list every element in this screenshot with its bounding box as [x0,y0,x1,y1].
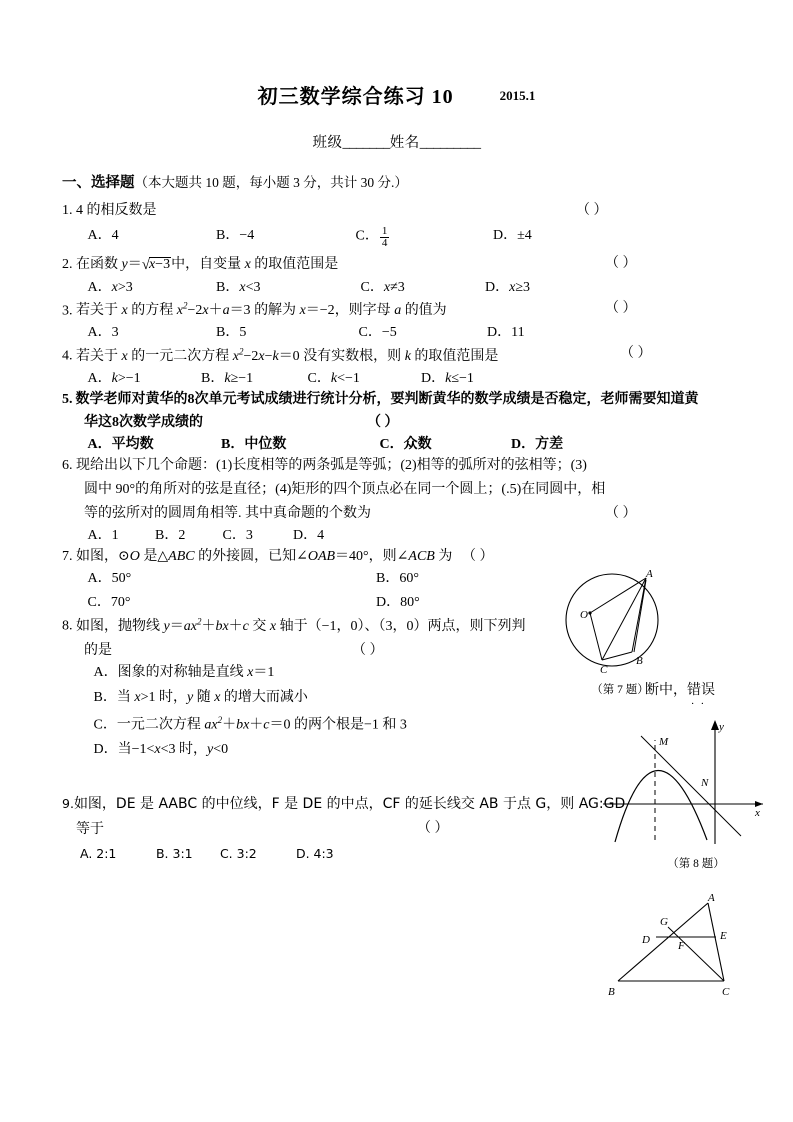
question-8-answer-bracket: （ ） [352,642,384,658]
question-2-options [62,281,730,295]
figure-question-8 [603,712,783,871]
question-3-options [62,326,730,340]
question-4-answer-bracket: （ ） [620,346,652,362]
question-8-option-c: C．一元二次方程 $ax^2+bx+c=0$ 的两个根是−1 和 3 [93,714,407,733]
question-1-option-d: D．±4 [493,228,532,244]
question-9-number: 9. [62,796,74,812]
question-3-option-b: B．5 [216,325,247,341]
question-2-number: 2. [62,256,73,272]
question-3-stem: 若关于 x 的方程 $x^2-2x+a=3$ 的解为 x＝−2，则字母 a 的值为 [76,300,447,319]
figure-q9-label-E: E [720,930,727,942]
question-2-option-b: B．x<3 [216,279,261,295]
question-9-stem-1: 如图，DE 是 AABC 的中位线，F 是 DE 的中点，CF 的延长线交 AB 于点 G，则 AG:GD [73,796,626,813]
page-date: 2015.1 [499,88,536,103]
question-3-option-d: D．11 [487,325,525,341]
question-4-option-d: D．k≤−1 [421,370,474,386]
question-4-stem: 若关于 x 的一元二次方程 $x^2-2x-k=0$ 没有实数根，则 k 的取值范围是 [76,346,499,364]
figure-q9-label-F: F [678,940,685,952]
question-9-stem-2: 等于 [76,821,104,838]
question-6-stem-2: 圆中 90°的角所对的弦是直径；(4)矩形的四个顶点必在同一个圆上；(.5)在同圆中，相 [84,481,606,497]
question-3-option-c: C．−5 [358,325,397,341]
figure-q8-label-N: N [701,777,709,789]
figure-q9-label-D: D [642,934,650,946]
question-6-option-d: D．4 [293,527,325,543]
question-7-option-c: C．70° [87,594,131,610]
figure-q8-label-x: x [755,807,760,819]
question-1 [62,204,730,250]
question-9-option-a: A. 2:1 [79,846,117,862]
figure-question-9 [596,893,766,1008]
question-7-option-b: B．60° [376,570,419,586]
question-2-option-c: C．x≠3 [360,279,405,295]
question-6-option-b: B．2 [155,527,186,543]
question-6-stem-line-1 [62,459,730,473]
figure-q9-label-C: C [722,986,730,998]
question-3-number: 3. [62,303,73,319]
question-1-option-c: C． $\frac{1}{4}$ [355,224,388,250]
question-6-stem-line-3 [62,507,730,521]
question-5 [62,393,730,452]
question-5-option-b: B．中位数 [221,436,287,452]
question-3 [62,302,730,341]
question-6-stem-1: 现给出以下几个命题：(1)长度相等的两条弧是等弧；(2)相等的弧所对的弦相等；(3) [76,457,587,473]
figure-q9-label-G: G [660,916,668,928]
question-4-stem-line [62,347,730,364]
question-2-option-a: A．x>3 [87,279,133,295]
page-title: 初三数学综合练习 10 [257,86,454,108]
question-8-option-a: A．图象的对称轴是直线 x＝1 [93,664,275,680]
question-4-option-b: B．k≥−1 [201,370,254,386]
question-9-answer-bracket: （ ） [417,821,449,837]
figure-question-9-drawing [596,893,766,1003]
question-7-answer-bracket: （ ） [462,548,494,564]
question-6-option-c: C．3 [222,527,253,543]
figure-question-7-drawing [560,568,680,678]
figure-question-7-caption: （第 7 题） [591,684,649,696]
question-5-number: 5. [62,391,73,407]
question-8-overflow-text: 断中，错误 .. [645,679,715,699]
question-1-stem: 4 的相反数是 [76,202,157,218]
question-1-answer-bracket: （ ） [576,202,608,218]
question-2-option-d: D．x≥3 [485,279,531,295]
question-4-number: 4. [62,348,73,364]
question-7-stem: 如图，⊙O 是△ABC 的外接圆，已知∠OAB＝40°，则∠ACB 为 [76,548,453,564]
question-8-stem-2: 的是 [84,642,112,658]
figure-q7-label-A: A [646,568,653,580]
section-heading-title: 一、选择题 [62,175,135,191]
question-8-stem-1: 如图，抛物线 $y=ax^2+bx+c$ 交 x 轴于（−1，0）、（3，0）两点，则下列判 [76,615,526,634]
page-title-row [0,80,793,109]
question-5-answer-bracket: （ ） [367,414,399,430]
question-6-stem-3: 等的弦所对的圆周角相等. 其中真命题的个数为 [84,505,371,521]
question-3-option-a: A．3 [87,325,119,341]
question-6-option-a: A．1 [87,527,119,543]
section-heading-detail: （本大题共 10 题，每小题 3 分，共计 30 分.） [134,175,408,190]
figure-q7-label-C: C [600,664,608,676]
question-4 [62,347,730,386]
name-label: 姓名 [389,135,420,151]
class-blank: _______ [342,135,390,151]
question-8-option-b: B．当 x>1 时，y 随 x 的增大而减小 [93,689,308,705]
question-7-stem-line [62,550,730,564]
question-5-option-a: A．平均数 [87,436,154,452]
question-8-number: 8. [62,618,73,634]
figure-question-7 [560,568,680,697]
question-6-answer-bracket: （ ） [605,505,637,521]
question-2-stem: 在函数 y＝√x−3中，自变量 x 的取值范围是 [76,256,339,273]
question-2-answer-bracket: （ ） [605,255,637,271]
question-7-number: 7. [62,548,73,564]
question-5-stem-1: 数学老师对黄华的8次单元考试成绩进行统计分析，要判断黄华的数学成绩是否稳定，老师需要知道黄 [75,391,699,407]
question-5-option-c: C．众数 [379,436,432,452]
question-7-option-d: D．80° [376,594,420,610]
question-1-option-b: B．−4 [216,228,255,244]
question-9-option-c: C. 3:2 [219,846,257,862]
section-heading [62,176,730,191]
question-7-option-a: A．50° [87,570,132,586]
question-8-option-d: D．当−1<x<3 时，y<0 [93,742,229,758]
question-3-answer-bracket: （ ） [605,300,637,316]
question-6-number: 6. [62,457,73,473]
question-1-options [62,226,730,250]
question-4-option-c: C．k<−1 [307,370,360,386]
name-blank: _________ [419,135,481,151]
question-6 [62,459,730,543]
question-6-stem-line-2 [62,483,730,497]
figure-question-8-caption: （第 8 题） [667,858,725,870]
figure-q8-label-y: y [719,721,724,733]
question-1-stem-line [62,204,730,218]
question-5-stem-2: 华这8次数学成绩的 [84,414,203,430]
question-8-emphasis-word: 错误 .. [687,683,715,698]
question-4-options [62,372,730,386]
figure-q9-label-A: A [708,893,715,904]
figure-q9-label-B: B [608,986,615,998]
figure-q8-label-M: M [659,736,669,748]
question-5-stem-line-2 [62,416,730,430]
question-6-options [62,529,730,543]
student-info-row [0,131,793,152]
question-9-option-b: B. 3:1 [155,846,193,862]
question-3-stem-line [62,302,730,319]
question-9-option-d: D. 4:3 [295,846,334,862]
figure-question-8-drawing [603,712,783,852]
question-2 [62,257,730,295]
figure-q7-label-B: B [636,655,643,667]
question-2-stem-line [62,257,730,273]
question-1-number: 1. [62,202,73,218]
question-5-options [62,438,730,452]
figure-q7-label-O: O [580,609,588,621]
question-5-option-d: D．方差 [511,436,564,452]
class-label: 班级 [312,135,343,151]
question-1-option-a: A．4 [87,228,119,244]
question-5-stem-line-1 [62,393,730,407]
question-4-option-a: A．k>−1 [87,370,141,386]
